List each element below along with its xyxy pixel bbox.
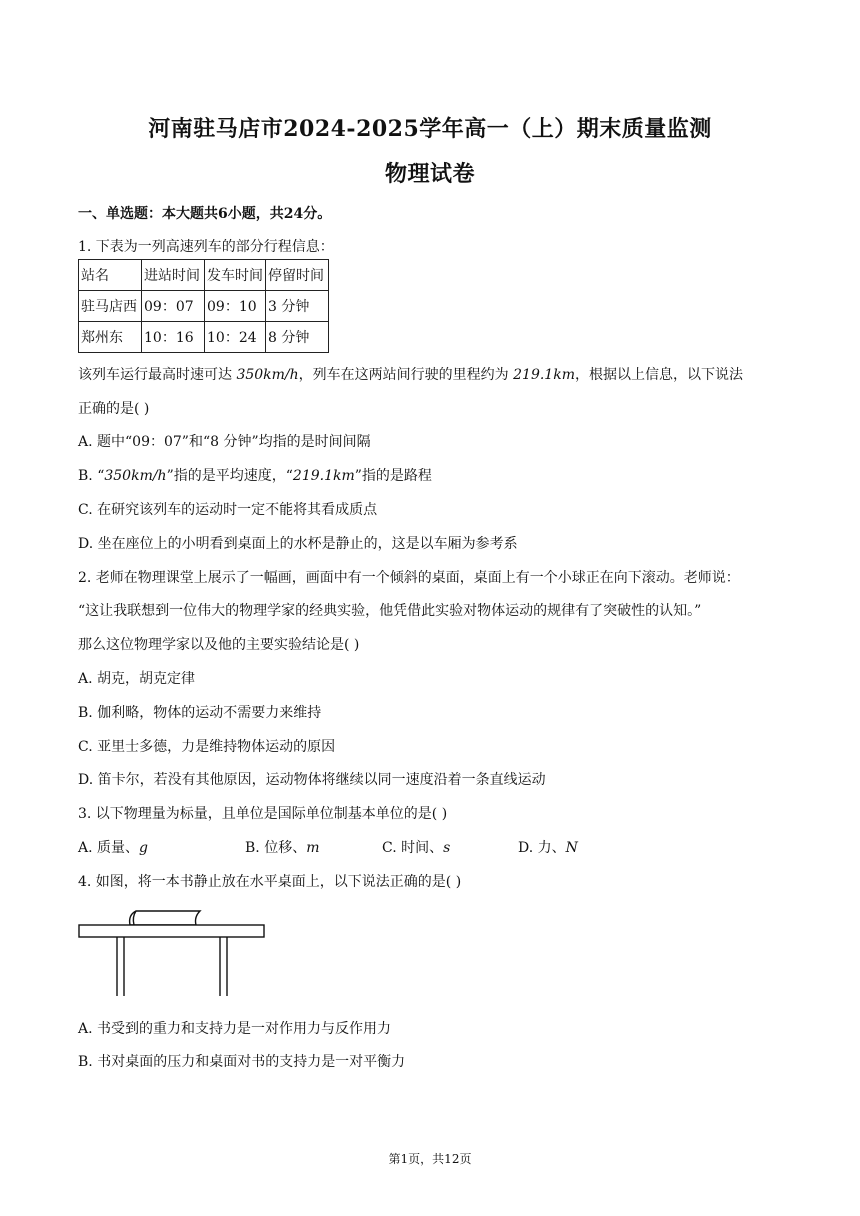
table-cell: 10：16 bbox=[142, 322, 205, 353]
q2-line-1: 2. 老师在物理课堂上展示了一幅画，画面中有一个倾斜的桌面，桌面上有一个小球正在向下滚动。老师说： bbox=[78, 570, 740, 586]
speed-value: 350km/h bbox=[236, 367, 299, 383]
q2-line-2: “这让我联想到一位伟大的物理学家的经典实验，他凭借此实验对物体运动的规律有了突破性的认知。” bbox=[78, 603, 702, 619]
q2-option-a: A. 胡克，胡克定律 bbox=[78, 671, 196, 687]
book-icon bbox=[130, 911, 200, 925]
speed-value: 350km/h bbox=[104, 468, 167, 484]
table-cell: 09：07 bbox=[142, 291, 205, 322]
table-row bbox=[79, 322, 329, 353]
q3-option-a bbox=[78, 837, 148, 857]
table-with-book-figure bbox=[76, 905, 270, 1001]
q2-option-d: D. 笛卡尔，若没有其他原因，运动物体将继续以同一速度沿着一条直线运动 bbox=[78, 772, 546, 788]
table-cell: 8 分钟 bbox=[266, 322, 329, 353]
tabletop bbox=[79, 925, 264, 937]
section-heading: 一、单选题：本大题共6小题，共24分。 bbox=[78, 206, 332, 222]
q1-stem: 1. 下表为一列高速列车的部分行程信息： bbox=[78, 239, 334, 255]
q1-prompt: 正确的是( ) bbox=[78, 401, 150, 417]
q2-option-c: C. 亚里士多德，力是维持物体运动的原因 bbox=[78, 739, 336, 755]
option-text: B. 位移、 bbox=[245, 840, 307, 856]
table-header-cell: 停留时间 bbox=[266, 260, 329, 291]
q3-option-c bbox=[382, 837, 450, 857]
table-header-cell: 发车时间 bbox=[205, 260, 266, 291]
q1-text: ，列车在这两站间行驶的里程约为 bbox=[298, 367, 509, 383]
table-header-row bbox=[79, 260, 329, 291]
q3-option-b bbox=[245, 837, 319, 857]
page-number: 第1页，共12页 bbox=[388, 1152, 472, 1166]
option-text: A. 质量、 bbox=[78, 840, 140, 856]
q3-stem: 3. 以下物理量为标量，且单位是国际单位制基本单位的是( ) bbox=[78, 806, 448, 822]
q4-option-a: A. 书受到的重力和支持力是一对作用力与反作用力 bbox=[78, 1021, 392, 1037]
table-cell: 3 分钟 bbox=[266, 291, 329, 322]
table-row bbox=[79, 291, 329, 322]
q1-option-b bbox=[78, 465, 432, 485]
schedule-table bbox=[78, 259, 329, 353]
table-cell: 郑州东 bbox=[79, 322, 142, 353]
q4-option-b: B. 书对桌面的压力和桌面对书的支持力是一对平衡力 bbox=[78, 1054, 406, 1070]
table-cell: 09：10 bbox=[205, 291, 266, 322]
table-cell: 10：24 bbox=[205, 322, 266, 353]
unit-symbol: m bbox=[306, 840, 320, 856]
q3-option-d bbox=[518, 837, 578, 857]
table-cell: 驻马店西 bbox=[79, 291, 142, 322]
unit-symbol: g bbox=[139, 840, 148, 856]
option-text: ”指的是路程 bbox=[354, 468, 432, 484]
q1-text: 该列车运行最高时速可达 bbox=[78, 367, 232, 383]
page-subtitle: 物理试卷 bbox=[384, 161, 475, 187]
unit-symbol: N bbox=[565, 840, 578, 856]
option-text: ”指的是平均速度，“ bbox=[166, 468, 293, 484]
page-title: 河南驻马店市2024-2025学年高一（上）期末质量监测 bbox=[148, 116, 712, 142]
q4-stem: 4. 如图，将一本书静止放在水平桌面上，以下说法正确的是( ) bbox=[78, 874, 462, 890]
q1-option-c: C. 在研究该列车的运动时一定不能将其看成质点 bbox=[78, 502, 378, 518]
option-text: B. “ bbox=[78, 468, 105, 484]
q1-text: ，根据以上信息，以下说法 bbox=[574, 367, 743, 383]
option-text: C. 时间、 bbox=[382, 840, 444, 856]
distance-value: 219.1km bbox=[292, 468, 355, 484]
q2-line-3: 那么这位物理学家以及他的主要实验结论是( ) bbox=[78, 637, 360, 653]
option-text: D. 力、 bbox=[518, 840, 566, 856]
table-header-cell: 站名 bbox=[79, 260, 142, 291]
q1-option-d: D. 坐在座位上的小明看到桌面上的水杯是静止的，这是以车厢为参考系 bbox=[78, 536, 518, 552]
distance-value: 219.1km bbox=[513, 367, 575, 383]
q1-option-a: A. 题中“09：07”和“8 分钟”均指的是时间间隔 bbox=[78, 434, 371, 450]
unit-symbol: s bbox=[443, 840, 451, 856]
q1-context bbox=[78, 364, 743, 384]
q2-option-b: B. 伽利略，物体的运动不需要力来维持 bbox=[78, 705, 322, 721]
table-header-cell: 进站时间 bbox=[142, 260, 205, 291]
